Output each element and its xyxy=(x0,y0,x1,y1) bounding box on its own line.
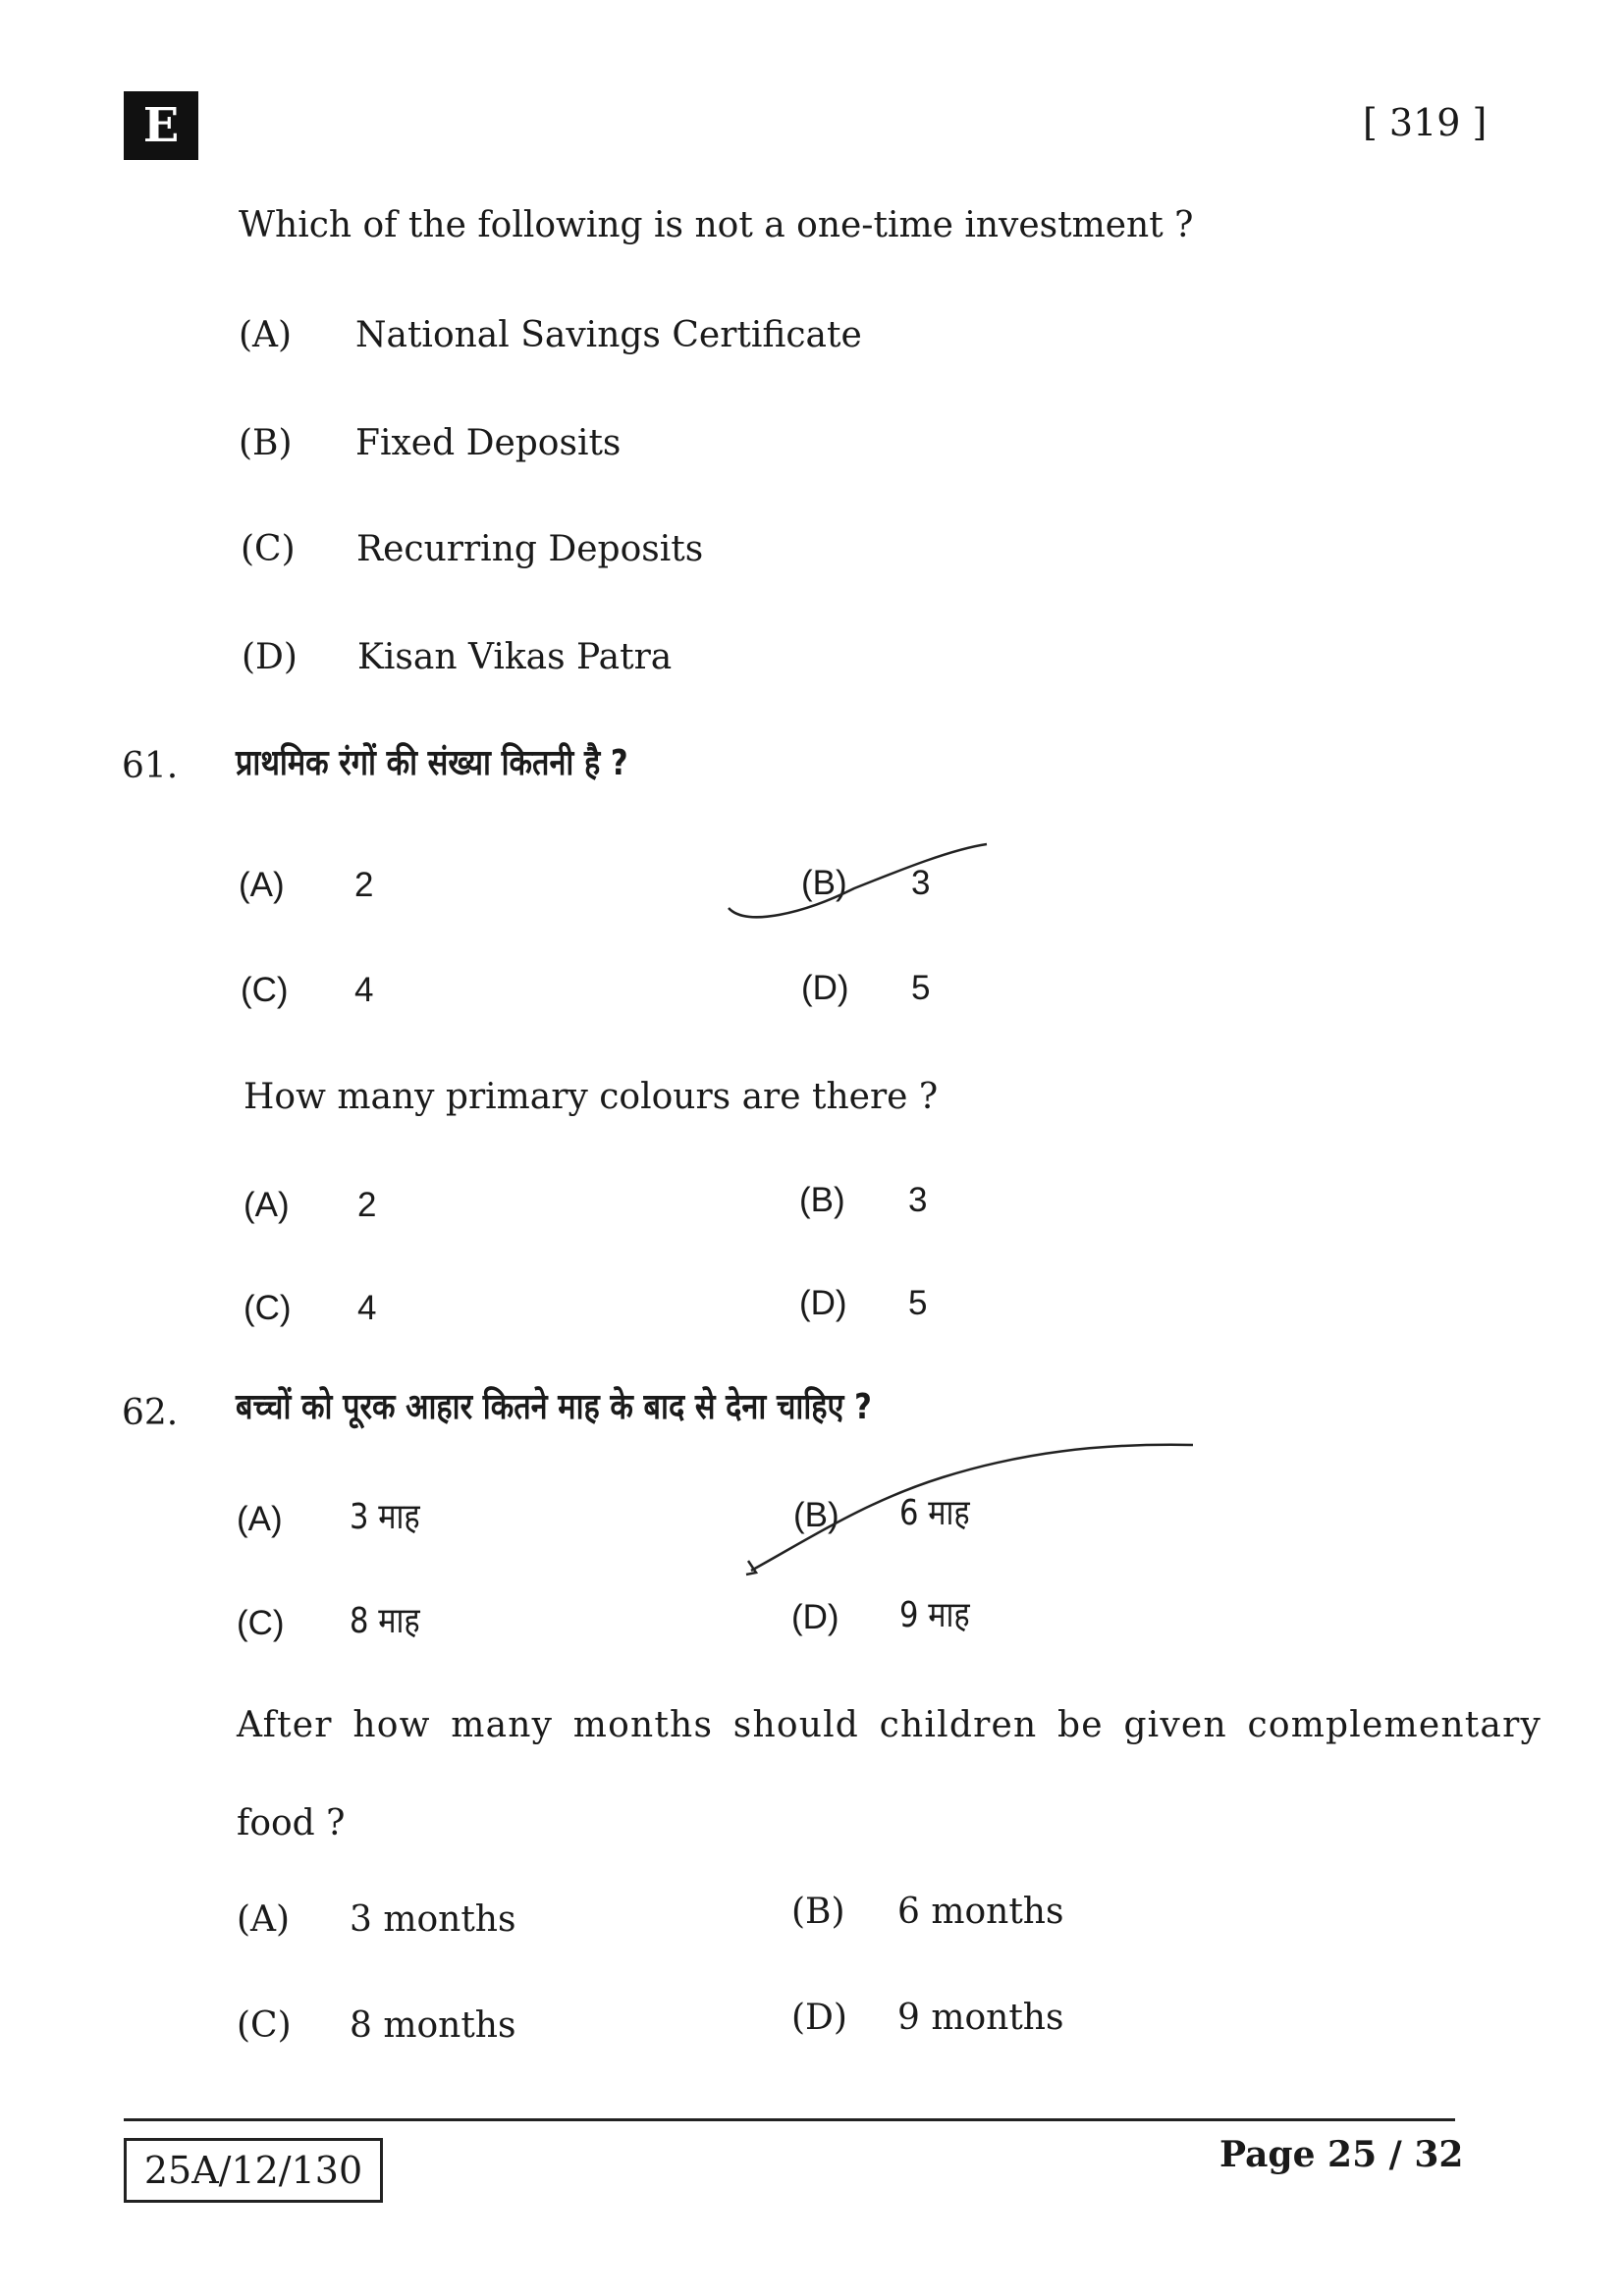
q61-en-option-d-label: (D) xyxy=(799,1284,847,1322)
q61-hi-option-a: 2 xyxy=(354,866,374,904)
q62-en-option-c: 8 months xyxy=(350,2005,516,2046)
q60-option-d-label: (D) xyxy=(242,637,298,677)
q61-hi-option-a-label: (A) xyxy=(239,866,285,904)
q60-option-d: Kisan Vikas Patra xyxy=(357,637,673,677)
q61-question-hindi: प्राथमिक रंगों की संख्या कितनी है ? xyxy=(236,743,628,783)
q61-hi-option-d: 5 xyxy=(911,969,931,1007)
q60-question: Which of the following is not a one-time investment ? xyxy=(239,205,1194,245)
q62-en-option-a-label: (A) xyxy=(237,1899,291,1940)
q62-hi-option-c: 8 माह xyxy=(350,1601,420,1641)
q62-en-option-a: 3 months xyxy=(350,1899,516,1940)
page-reference: [ 319 ] xyxy=(1363,101,1488,144)
page-number: Page 25 / 32 xyxy=(1219,2134,1464,2175)
q61-en-option-a-label: (A) xyxy=(244,1186,290,1224)
q60-option-c: Recurring Deposits xyxy=(356,529,704,569)
q60-option-a-label: (A) xyxy=(239,315,293,355)
footer-divider xyxy=(124,2118,1455,2121)
q61-hi-option-c-label: (C) xyxy=(241,971,289,1009)
paper-code: 25A/12/130 xyxy=(124,2138,383,2203)
q61-hi-option-b: 3 xyxy=(911,864,931,902)
q62-hi-option-a-label: (A) xyxy=(237,1500,283,1538)
q62-answer-tick xyxy=(751,1445,1193,1571)
q61-en-option-a: 2 xyxy=(357,1186,377,1224)
q60-option-b-label: (B) xyxy=(239,423,293,463)
q61-hi-option-b-label: (B) xyxy=(801,864,847,902)
q61-en-option-d: 5 xyxy=(908,1284,928,1322)
q60-option-c-label: (C) xyxy=(241,529,296,569)
q62-en-option-b-label: (B) xyxy=(791,1892,845,1932)
q62-number: 62. xyxy=(122,1393,179,1433)
q61-answer-tick xyxy=(729,844,987,917)
q62-hi-option-a: 3 माह xyxy=(350,1497,420,1537)
q60-option-b: Fixed Deposits xyxy=(355,423,622,463)
q61-en-option-c: 4 xyxy=(357,1289,377,1327)
q62-en-option-b: 6 months xyxy=(897,1892,1064,1932)
q61-hi-option-c: 4 xyxy=(354,971,374,1009)
q62-hi-option-d: 9 माह xyxy=(899,1595,970,1635)
q62-en-option-d: 9 months xyxy=(897,1998,1064,2038)
q62-hi-option-d-label: (D) xyxy=(791,1598,839,1636)
q61-en-option-b-label: (B) xyxy=(799,1181,845,1219)
q62-question-english-line2: food ? xyxy=(237,1803,346,1843)
q61-en-option-c-label: (C) xyxy=(244,1289,292,1327)
set-letter-badge: E xyxy=(124,91,198,160)
q60-option-a: National Savings Certificate xyxy=(355,315,862,355)
q62-question-english-line1: After how many months should children be given complementary xyxy=(237,1705,1543,1745)
q61-number: 61. xyxy=(122,746,179,786)
q62-en-option-d-label: (D) xyxy=(791,1998,847,2038)
q61-hi-option-d-label: (D) xyxy=(801,969,849,1007)
q62-hi-option-c-label: (C) xyxy=(237,1604,285,1642)
q62-en-option-c-label: (C) xyxy=(237,2005,292,2046)
q61-en-option-b: 3 xyxy=(908,1181,928,1219)
q62-question-hindi: बच्चों को पूरक आहार कितने माह के बाद से देना चाहिए ? xyxy=(236,1387,872,1427)
q62-hi-option-b: 6 माह xyxy=(899,1493,970,1533)
q61-question-english: How many primary colours are there ? xyxy=(244,1077,939,1117)
q62-hi-option-b-label: (B) xyxy=(793,1496,839,1534)
